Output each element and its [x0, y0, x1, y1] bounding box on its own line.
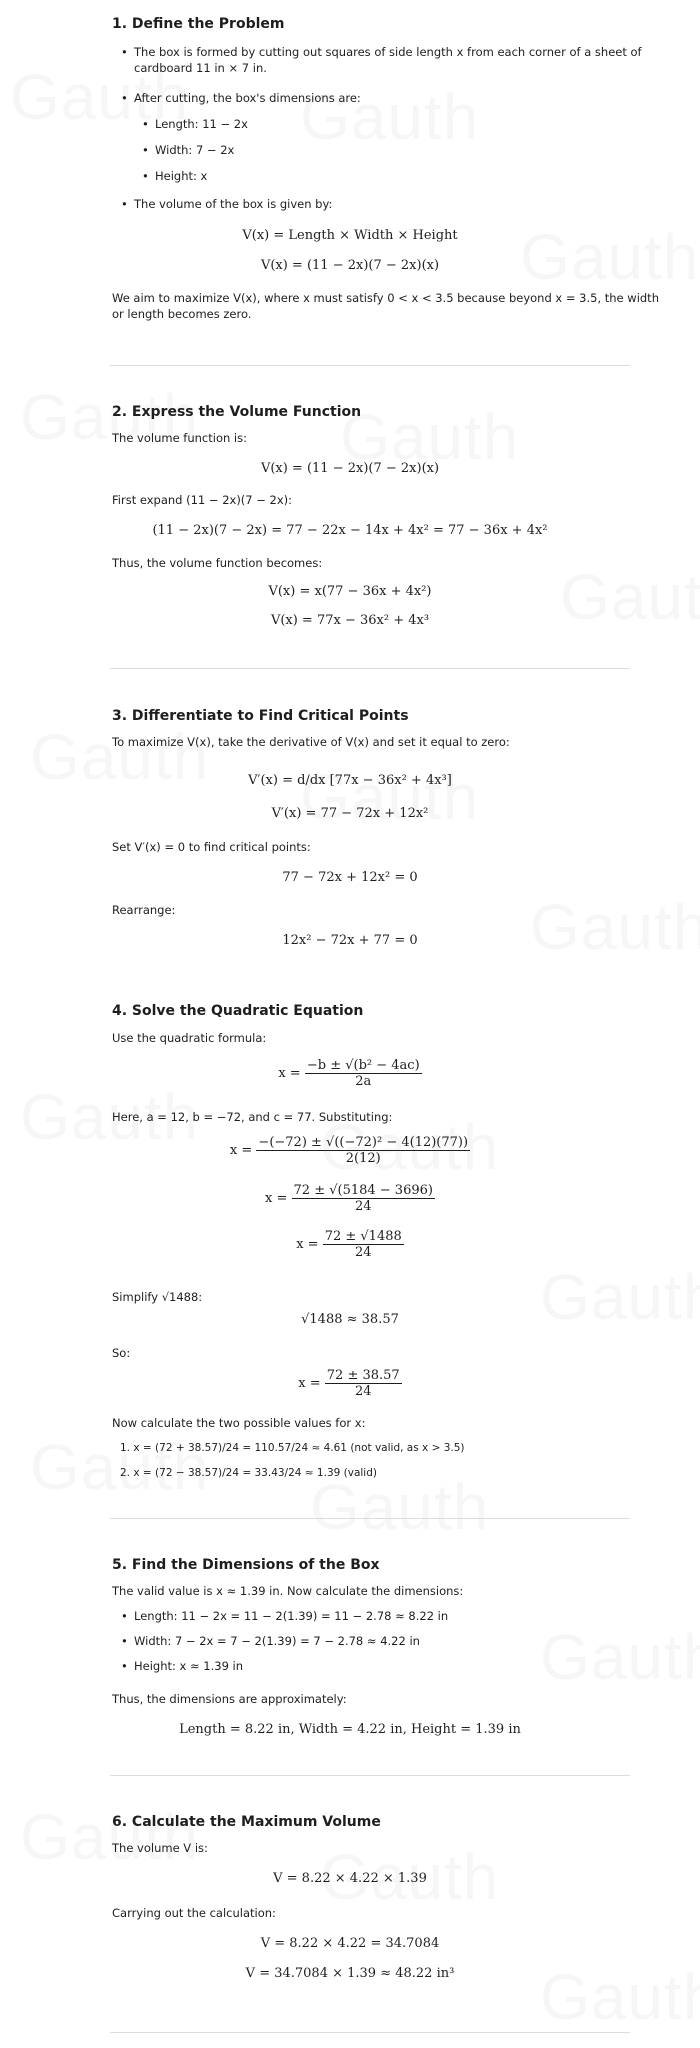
- value-1: 1. x = (72 + 38.57)/24 = 110.57/24 ≈ 4.61 (not valid, as x > 3.5): [120, 1442, 465, 1454]
- paragraph: Thus, the volume function becomes:: [112, 556, 323, 570]
- paragraph: or length becomes zero.: [112, 307, 252, 321]
- paragraph: The volume V is:: [112, 1841, 208, 1855]
- quadratic-formula: [0, 1058, 700, 1089]
- substitution-step: [0, 1229, 700, 1260]
- equation: V = 34.7084 × 1.39 ≈ 48.22 in³: [245, 1966, 455, 1981]
- numerator: −(−72) ± √((−72)² − 4(12)(77)): [258, 1135, 469, 1150]
- divider: [110, 668, 630, 669]
- equation: V(x) = x(77 − 36x + 4x²): [268, 584, 432, 599]
- section-6-title: 6. Calculate the Maximum Volume: [112, 1814, 381, 1830]
- paragraph: Here, a = 12, b = −72, and c = 77. Substituting:: [112, 1110, 393, 1124]
- lhs: x =: [265, 1191, 288, 1206]
- numerator: 72 ± 38.57: [326, 1368, 400, 1383]
- paragraph: Now calculate the two possible values for x:: [112, 1416, 366, 1430]
- lhs: x =: [229, 1143, 253, 1158]
- dimension-length: • Length: 11 − 2x: [155, 117, 248, 131]
- paragraph: The valid value is x ≈ 1.39 in. Now calculate the dimensions:: [112, 1584, 464, 1598]
- substitution-step: [0, 1135, 700, 1166]
- equation: V = 8.22 × 4.22 × 1.39: [273, 1871, 427, 1886]
- equation: Length = 8.22 in, Width = 4.22 in, Height = 1.39 in: [179, 1722, 521, 1737]
- watermark: [530, 890, 700, 964]
- fraction: [292, 1183, 435, 1214]
- equation: V(x) = (11 − 2x)(7 − 2x)(x): [260, 461, 440, 476]
- watermark: [310, 1470, 489, 1544]
- equation: 12x² − 72x + 77 = 0: [282, 933, 418, 948]
- section-3-title: 3. Differentiate to Find Critical Points: [112, 708, 409, 724]
- dimension-height: • Height: x ≈ 1.39 in: [134, 1659, 243, 1673]
- equation: 77 − 72x + 12x² = 0: [282, 870, 418, 885]
- bullet-dimensions: • After cutting, the box's dimensions are:: [134, 91, 361, 105]
- bullet-box-formed-cont: cardboard 11 in × 7 in.: [134, 61, 267, 75]
- paragraph: The volume function is:: [112, 431, 247, 445]
- numerator: 72 ± √(5184 − 3696): [293, 1183, 433, 1198]
- denominator: 24: [354, 1245, 372, 1260]
- fraction: [256, 1135, 470, 1166]
- watermark: [300, 760, 479, 834]
- fraction: [305, 1058, 422, 1089]
- paragraph: To maximize V(x), take the derivative of V(x) and set it equal to zero:: [112, 735, 510, 749]
- numerator: −b ± √(b² − 4ac): [306, 1058, 420, 1073]
- paragraph: Carrying out the calculation:: [112, 1906, 276, 1920]
- denominator: 24: [354, 1199, 372, 1214]
- divider: [110, 1518, 630, 1519]
- equation: √1488 ≈ 38.57: [301, 1312, 399, 1327]
- divider: [110, 365, 630, 366]
- dimension-width: • Width: 7 − 2x: [155, 143, 234, 157]
- equation: V′(x) = 77 − 72x + 12x²: [271, 806, 429, 821]
- section-4-title: 4. Solve the Quadratic Equation: [112, 1003, 364, 1019]
- paragraph: Set V′(x) = 0 to find critical points:: [112, 840, 311, 854]
- bullet-box-formed: • The box is formed by cutting out squares of side length x from each corner of a sheet of: [134, 45, 642, 59]
- denominator: 24: [354, 1384, 372, 1399]
- paragraph: Rearrange:: [112, 903, 176, 917]
- equation: V = 8.22 × 4.22 = 34.7084: [260, 1936, 440, 1951]
- section-5-title: 5. Find the Dimensions of the Box: [112, 1557, 380, 1573]
- equation: V′(x) = d/dx [77x − 36x² + 4x³]: [248, 773, 452, 788]
- dimension-length: • Length: 11 − 2x = 11 − 2(1.39) = 11 − 2.78 ≈ 8.22 in: [134, 1609, 448, 1623]
- divider: [110, 1775, 630, 1776]
- paragraph: Simplify √1488:: [112, 1290, 203, 1304]
- value-2: 2. x = (72 − 38.57)/24 = 33.43/24 ≈ 1.39 (valid): [120, 1467, 377, 1479]
- equation: V(x) = Length × Width × Height: [242, 228, 458, 243]
- watermark: [20, 1800, 199, 1874]
- equation: (11 − 2x)(7 − 2x) = 77 − 22x − 14x + 4x² = 77 − 36x + 4x²: [152, 523, 548, 538]
- substitution-step: [0, 1368, 700, 1399]
- equation: V(x) = 77x − 36x² + 4x³: [270, 613, 430, 628]
- dimension-width: • Width: 7 − 2x = 7 − 2(1.39) = 7 − 2.78 ≈ 4.22 in: [134, 1634, 420, 1648]
- fraction: [325, 1368, 402, 1399]
- lhs: x =: [296, 1237, 319, 1252]
- paragraph: Use the quadratic formula:: [112, 1031, 267, 1045]
- paragraph: First expand (11 − 2x)(7 − 2x):: [112, 493, 293, 507]
- paragraph: We aim to maximize V(x), where x must satisfy 0 < x < 3.5 because beyond x = 3.5, the width: [112, 291, 659, 305]
- equation: V(x) = (11 − 2x)(7 − 2x)(x): [260, 258, 440, 273]
- denominator: 2a: [355, 1074, 372, 1089]
- dimension-height: • Height: x: [155, 169, 207, 183]
- watermark: [540, 1620, 700, 1694]
- lhs: x =: [298, 1376, 321, 1391]
- numerator: 72 ± √1488: [324, 1229, 402, 1244]
- paragraph: So:: [112, 1346, 131, 1360]
- qf-lhs: x =: [278, 1066, 301, 1081]
- divider: [110, 2032, 630, 2033]
- fraction: [323, 1229, 404, 1260]
- bullet-volume: • The volume of the box is given by:: [134, 197, 332, 211]
- substitution-step: [0, 1183, 700, 1214]
- section-2-title: 2. Express the Volume Function: [112, 404, 362, 420]
- denominator: 2(12): [345, 1151, 381, 1166]
- paragraph: Thus, the dimensions are approximately:: [112, 1692, 347, 1706]
- section-1-title: 1. Define the Problem: [112, 16, 285, 32]
